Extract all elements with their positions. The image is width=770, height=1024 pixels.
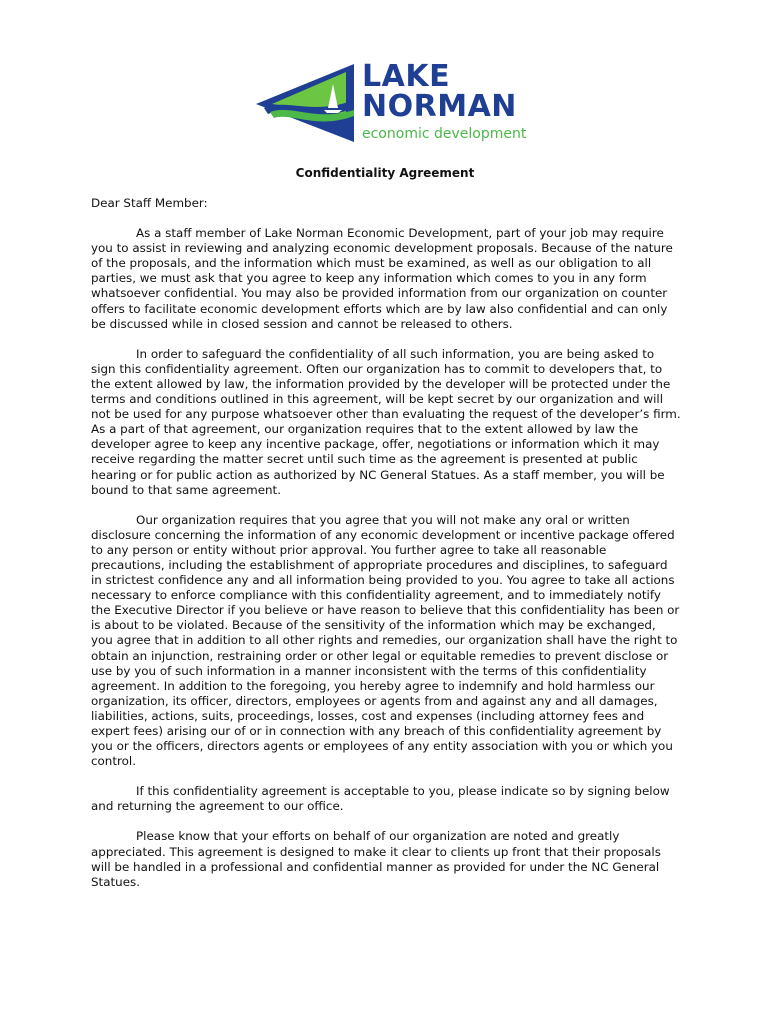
paragraph-requirements: Our organization requires that you agree that you will not make any oral or written disclosure concerning the information of any economic development or incentive package offered to any person or entity without prior approval. You further agree to take all reasonable precautions, including the establishment of appropriate procedures and disciplines, to safeguard in strictest confidence any and all information being provided to you. You agree to take all actions necessary to enforce compliance with this confidentiality agreement, and to immediately notify the Executive Director if you believe or have reason to believe that this confidentiality has been or is about to be violated. Because of the sensitivity of the information which may be exchanged, you agree that in addition to all other rights and remedies, our organization shall have the right to obtain an injunction, restraining order or other legal or equitable remedies to prevent disclose or use by you of such information in a manner inconsistent with the terms of this confidentiality agreement. In addition to the foregoing, you hereby agree to indemnify and hold harmless our organization, its officer, directors, employees or agents from and against any and all damages, liabilities, actions, suits, proceedings, losses, cost and expenses (including attorney fees and expert fees) arising our of or in connection with any breach of this confidentiality agreement by you or the officers, directors agents or employees of any entity association with you or which you control.	[91, 512, 680, 769]
document-title: Confidentiality Agreement	[295, 166, 475, 180]
paragraph-safeguard: In order to safeguard the confidentiality of all such information, you are being asked to sign this confidentiality agreement. Often our organization has to commit to developers that, to the extent allowed by law, the information provided by the developer will be protected under the terms and conditions outlined in this agreement, will be kept secret by our organization and will not be used for any purpose whatsoever other than evaluating the request of the developer’s firm. As a part of that agreement, our organization requires that to the extent allowed by law the developer agree to keep any incentive package, offer, negotiations or information which it may receive regarding the matter secret until such time as the agreement is presented at public hearing or for public action as authorized by NC General Statues. As a staff member, you will be bound to that same agreement.	[91, 346, 681, 497]
logo-tagline: economic development	[362, 126, 527, 142]
logo-word-lake: LAKE	[362, 59, 451, 94]
paragraph-purpose: As a staff member of Lake Norman Economic Development, part of your job may require you to assist in reviewing and analyzing economic development proposals. Because of the nature of the proposals, and the information which must be examined, as well as our obligation to all parties, we must ask that you agree to keep any information which comes to you in any form whatsoever confidential. You may also be provided information from our organization on counter offers to facilitate economic development efforts which are by law also confidential and can only be discussed while in closed session and cannot be released to others.	[91, 226, 673, 331]
paragraph-signing: If this confidentiality agreement is acceptable to you, please indicate so by signing below and returning the agreement to our office.	[91, 784, 670, 814]
lake-norman-logo-mark	[256, 64, 360, 142]
logo-wordmark	[362, 59, 527, 142]
logo-word-norman: NORMAN	[362, 89, 517, 124]
paragraph-appreciation: Please know that your efforts on behalf of our organization are noted and greatly appreciated. This agreement is designed to make it clear to clients up front that their proposals will be handled in a professional and confidential manner as provided for under the NC General Statues.	[91, 829, 661, 889]
salutation: Dear Staff Member:	[91, 196, 208, 210]
letter-body	[91, 196, 681, 905]
lake-norman-logo	[252, 59, 532, 144]
